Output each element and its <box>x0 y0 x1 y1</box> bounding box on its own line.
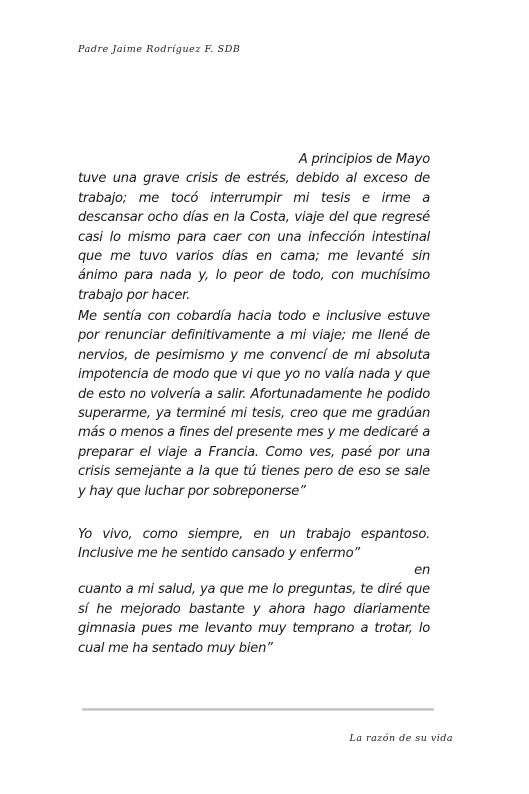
footer-divider <box>82 708 434 711</box>
paragraph-4 <box>78 561 430 658</box>
paragraph-4-text: cuanto a mi salud, ya que me lo preguntas, te diré que sí he mejorado bastante y ahora hago diariamente gimnasia pues me levanto muy temprano a trotar, lo cual me ha sentado muy bien” <box>78 582 430 656</box>
paragraph-3: Yo vivo, como siempre, en un trabajo espantoso. Inclusive me he sentido cansado y enfermo” <box>78 527 430 562</box>
paragraph-1-lead: A principios de Mayo <box>298 152 430 167</box>
paragraph-1 <box>78 150 430 305</box>
paragraph-2: Me sentía con cobardía hacia todo e inclusive estuve por renunciar definitivamente a mi viaje; me llené de nervios, de pesimismo y me convencí de mi absoluta impotencia de modo que vi que yo no valía nada y que de esto no volvería a salir. Afortunadamente he podido superarme, ya terminé mi tesis, creo que me gradúan más o menos a fines del presente mes y me dedicaré a preparar el viaje a Francia. Como ves, pasé por una crisis semejante a la que tú tienes pero de eso se sale y hay que luchar por sobreponerse” <box>78 309 430 499</box>
paragraph-1-text: tuve una grave crisis de estrés, debido al exceso de trabajo; me tocó interrumpir mi tesis e irme a descansar ocho días en la Costa, viaje del que regresé casi lo mismo para caer con una infección intestinal que me tuvo varios días en cama; me levanté sin ánimo para nada y, lo peor de todo, con muchísimo trabajo por hacer. <box>78 171 430 303</box>
running-head: Padre Jaime Rodríguez F. SDB <box>78 44 241 55</box>
running-foot: La razón de su vida <box>349 733 453 744</box>
paragraph-4-lead: en <box>414 563 430 578</box>
